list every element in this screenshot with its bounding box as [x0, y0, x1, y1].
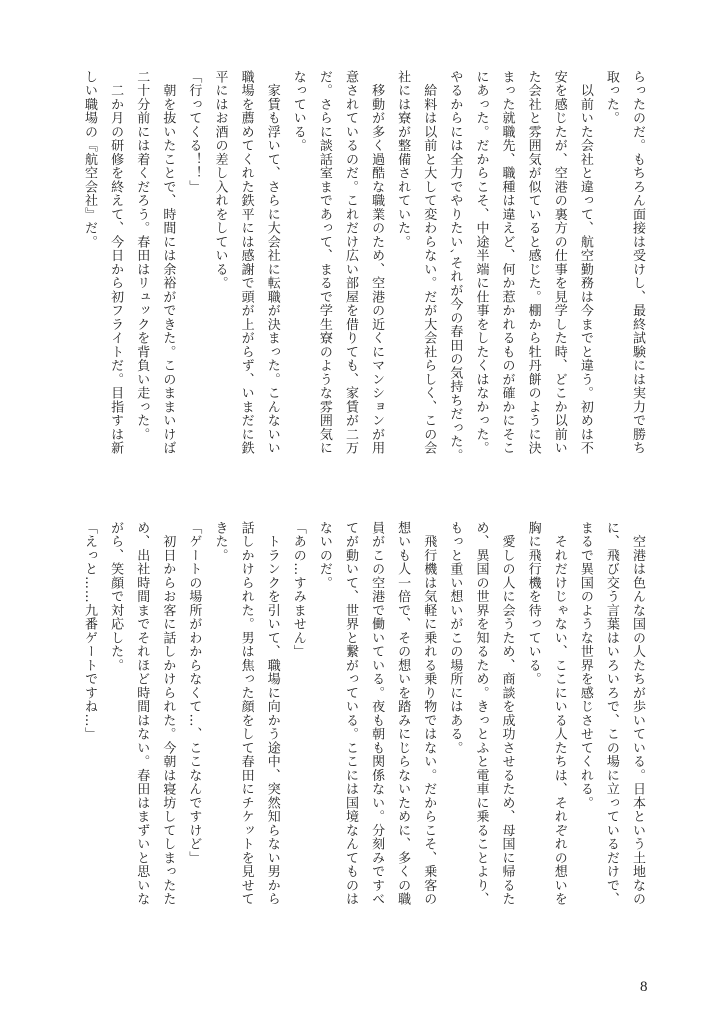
text-line: しい職場の『航空会社』だ。: [82, 70, 98, 249]
text-line: がら、笑顔で対応した。: [108, 521, 124, 673]
text-line: 給料は以前と大して変わらない。だが大会社らしく、この会: [421, 70, 437, 455]
text-line: 「あの…すみません」: [290, 521, 306, 659]
page-number: 8: [640, 979, 648, 995]
text-line: それだけじゃない、ここにいる人たちは、それぞれの想いを: [551, 521, 567, 906]
text-line: だ。さらに談話室まであって、まるで学生寮のような雰囲気に: [316, 70, 332, 455]
text-line: きた。: [212, 521, 228, 563]
text-line: やるからには全力でやりたい､それが今の春田の気持ちだった。: [447, 70, 463, 463]
text-line: め、異国の世界を知るため。きっとふと電車に乗ることより、: [473, 521, 489, 906]
text-line: 初日からお客に話しかけられた。今朝は寝坊してしまったた: [160, 521, 176, 906]
text-line: 家賃も浮いて、さらに大会社に転職が決まった。こんないい: [264, 70, 280, 455]
text-line: 二か月の研修を終えて、今日から初フライトだ。目指すは新: [108, 70, 124, 455]
text-line: 以前いた会社と違って、航空勤務は今までと違う。初めは不: [577, 70, 593, 455]
text-line: 胸に飛行機を待っている。: [525, 521, 541, 686]
text-line: 社には寮が整備されていた。: [395, 70, 411, 249]
text-line: まるで異国のような世界を感じさせてくれる。: [577, 521, 593, 810]
text-line: てが動いて、世界と繋がっている。ここには国境なんてものは: [342, 521, 358, 906]
text-line: 想いも人一倍で、その想いを踏みにじらないために、多くの職: [395, 521, 411, 906]
text-line: 「ゲートの場所がわからなくて…、ここなんですけど」: [186, 521, 202, 865]
text-line: トランクを引いて、職場に向かう途中、突然知らない男から: [264, 521, 280, 906]
text-line: に、飛び交う言葉はいろいろで、この場に立っているだけで、: [603, 521, 619, 906]
text-line: 話しかけられた。男は焦った顔をして春田にチケットを見せて: [238, 521, 254, 906]
text-line: 安を感じたが、空港の裏方の仕事を見学した時、どこか以前い: [551, 70, 567, 455]
text-line: 取った。: [603, 70, 619, 125]
text-line: まった就職先、職種は違えど、何か惹かれるものが確かにそこ: [499, 70, 515, 455]
text-line: なっている。: [290, 70, 306, 153]
text-line: 移動が多く過酷な職業のため、空港の近くにマンションが用: [369, 70, 385, 455]
text-line: 「えっと……九番ゲートですね…」: [82, 521, 98, 741]
text-line: 二十分前には着くだろう。春田はリュックを背負い走った。: [134, 70, 150, 442]
text-line: らったのだ。もちろん面接は受けし、最終試験には実力で勝ち: [630, 70, 645, 455]
text-line: 員がこの空港で働いている。夜も朝も関係ない。分刻みですべ: [369, 521, 385, 906]
text-line: 職場を薦めてくれた鉄平には感謝で頭が上がらず、いまだに鉄: [238, 70, 254, 455]
text-line: にあった。だからこそ、中途半端に仕事をしたくはなかった。: [473, 70, 489, 455]
top-text-block: [82, 70, 650, 480]
bottom-text-block: [82, 521, 650, 953]
text-line: もっと重い想いがこの場所にはある。: [447, 521, 463, 755]
text-line: 愛しの人に会うため、商談を成功させるため、母国に帰るた: [499, 521, 515, 906]
text-line: め、出社時間までそれほど時間はない。春田はまずいと思いな: [134, 521, 150, 906]
text-line: 空港は色んな国の人たちが歩いている。日本という土地なの: [630, 521, 645, 906]
text-line: 意されているのだ。これだけ広い部屋を借りても、家賃が二万: [342, 70, 358, 455]
text-line: た会社と雰囲気が似ていると感じた。棚から牡丹餅のように決: [525, 70, 541, 455]
text-line: 朝を抜いたことで、時間には余裕ができた。このままいけば: [160, 70, 176, 455]
text-line: 平にはお酒の差し入れをしている。: [212, 70, 228, 290]
text-line: ないのだ。: [316, 521, 332, 590]
text-line: 飛行機は気軽に乗れる乗り物ではない。だからこそ、乗客の: [421, 521, 437, 906]
text-line: 「行ってくる！！」: [186, 70, 202, 194]
